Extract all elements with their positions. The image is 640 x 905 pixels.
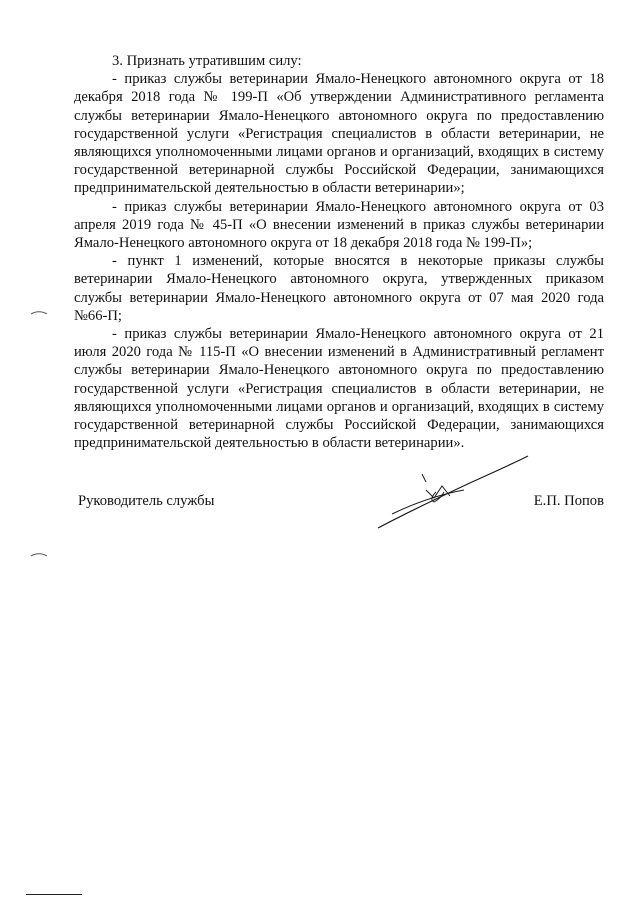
paragraph-order-66: - пункт 1 изменений, которые вносятся в некоторые приказы службы ветеринарии Ямало-Ненецкого автономного округа, утвержденных приказом службы ветеринарии Ямало-Ненецкого автономного округа от 07 мая 2020 года №66-П; — [74, 253, 604, 324]
paragraph-order-45: - приказ службы ветеринарии Ямало-Ненецкого автономного округа от 03 апреля 2019 года № 45-П «О внесении изменений в приказ службы ветеринарии Ямало-Ненецкого автономного округа от 18 декабря 2018 года № 199-П»; — [74, 198, 604, 252]
handwritten-signature — [372, 452, 532, 532]
footnote-rule — [26, 894, 82, 895]
document-body — [74, 52, 604, 452]
scan-mark — [30, 310, 48, 316]
signatory-name: Е.П. Попов — [533, 493, 604, 509]
paragraph-order-115: - приказ службы ветеринарии Ямало-Ненецкого автономного округа от 21 июля 2020 года № 115-П «О внесении изменений в Административный регламент службы ветеринарии Ямало-Ненецкого автономного округа по предоставлению государственной услуги «Регистрация специалистов в области ветеринарии, не являющихся уполномоченными лицами органов и организаций, входящих в систему государственной ветеринарной службы Российской Федерации, занимающихся предпринимательской деятельностью в области ветеринарии». — [74, 326, 604, 452]
signatory-position: Руководитель службы — [78, 493, 215, 509]
scan-mark — [30, 552, 48, 558]
paragraph-order-199: - приказ службы ветеринарии Ямало-Ненецкого автономного округа от 18 декабря 2018 года № 199-П «Об утверждении Административного регламента службы ветеринарии Ямало-Ненецкого автономного округа по предоставлению государственной услуги «Регистрация специалистов в области ветеринарии, не являющихся уполномоченными лицами органов и организаций, входящих в систему государственной ветеринарной службы Российской Федерации, занимающихся предпринимательской деятельностью в области ветеринарии»; — [74, 71, 604, 197]
item-title: 3. Признать утратившим силу: — [112, 53, 302, 69]
